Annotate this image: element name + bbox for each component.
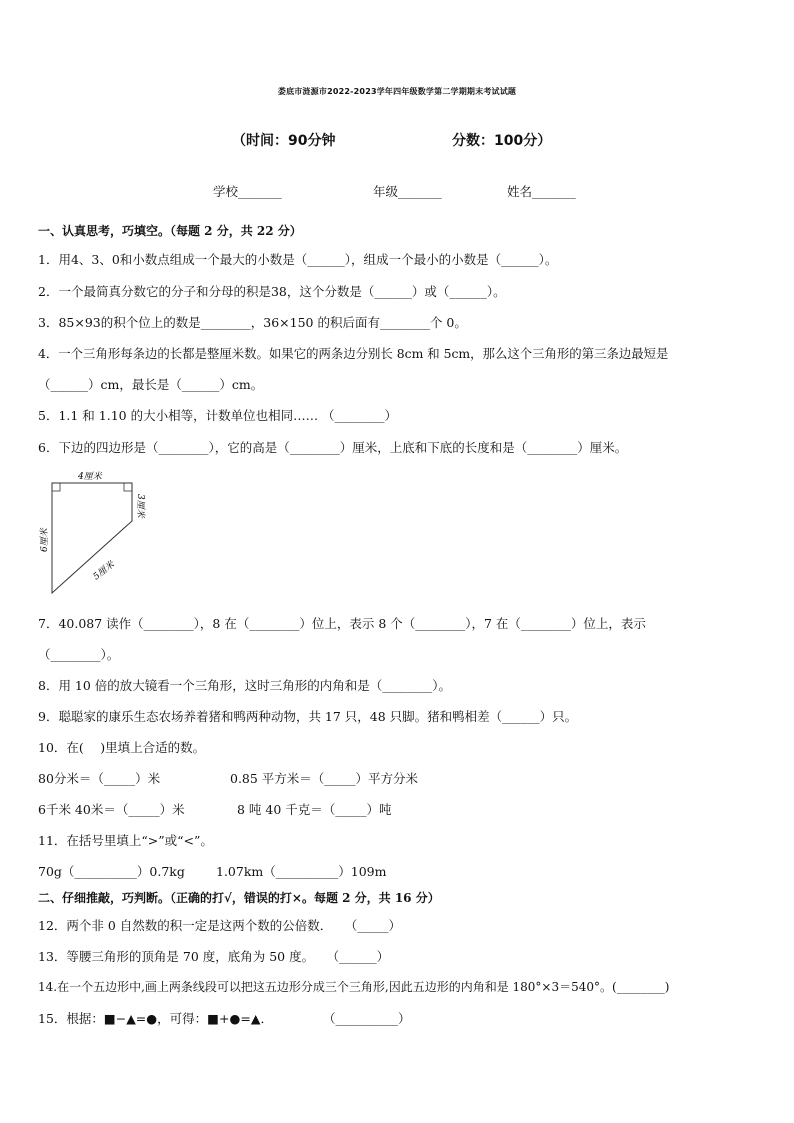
question-10: 10．在( )里填上合适的数。: [38, 740, 206, 755]
section-heading-fill: 一、认真思考，巧填空。（每题 2 分，共 22 分）: [38, 224, 302, 238]
question-10d: 8 吨 40 千克＝（_____）吨: [237, 802, 392, 817]
question-6: 6．下边的四边形是（________），它的高是（________）厘米，上底和下底的长度和是（________）厘米。: [38, 440, 628, 455]
school-field[interactable]: 学校_______: [213, 184, 282, 199]
label-left: 6厘米: [40, 528, 50, 552]
section-heading-judge: 二、仔细推敲，巧判断。（正确的打√，错误的打×。每题 2 分，共 16 分）: [38, 891, 440, 905]
question-1: 1．用4、3、0和小数点组成一个最大的小数是（______），组成一个最小的小数是（______）。: [38, 252, 558, 267]
name-field[interactable]: 姓名_______: [507, 184, 576, 199]
question-10b: 0.85 平方米＝（_____）平方分米: [230, 771, 419, 786]
question-13: 13．等腰三角形的顶角是 70 度，底角为 50 度。 （______）: [38, 949, 390, 964]
question-10c: 6千米 40米＝（_____）米: [38, 802, 185, 817]
grade-field[interactable]: 年级_______: [373, 184, 442, 199]
question-4-line1: 4．一个三角形每条边的长都是整厘米数。如果它的两条边分别长 8cm 和 5cm，那么这个三角形的第三条边最短是: [38, 346, 669, 361]
trapezoid-shape: [52, 483, 132, 593]
right-angle-mark-right: [124, 483, 132, 491]
label-slant: 5厘米: [91, 559, 117, 583]
question-9: 9．聪聪家的康乐生态农场养着猪和鸭两种动物，共 17 只，48 只脚。猪和鸭相差（______）只。: [38, 709, 578, 724]
question-3: 3．85×93的积个位上的数是________，36×150 的积后面有________个 0。: [38, 315, 467, 330]
exam-score: 分数：100分）: [452, 133, 552, 149]
question-2: 2．一个最简真分数它的分子和分母的积是38，这个分数是（______）或（______）。: [38, 284, 506, 299]
question-10a: 80分米＝（_____）米: [38, 771, 161, 786]
question-11: 11．在括号里填上“>”或“<”。: [38, 833, 213, 848]
question-7-line2: （________）。: [38, 647, 120, 662]
question-15: 15．根据：■−▲=●，可得：■+●=▲． （__________）: [38, 1011, 411, 1026]
question-11b: 1.07km（__________）109m: [216, 864, 387, 879]
question-14: 14.在一个五边形中,画上两条线段可以把这五边形分成三个三角形,因此五边形的内角和是 180°×3＝540°。(________): [38, 980, 670, 994]
question-8: 8．用 10 倍的放大镜看一个三角形，这时三角形的内角和是（________）。: [38, 678, 452, 693]
question-5: 5．1.1 和 1.10 的大小相等，计数单位也相同…… （________）: [38, 408, 398, 423]
exam-time: （时间：90分钟: [232, 133, 336, 149]
page-title: 娄底市涟源市2022-2023学年四年级数学第二学期期末考试试题: [277, 87, 517, 96]
question-4-line2: （______）cm，最长是（______）cm。: [38, 377, 264, 392]
question-11a: 70g（__________）0.7kg: [38, 864, 185, 879]
label-right: 3厘米: [135, 494, 145, 518]
question-7-line1: 7．40.087 读作（________），8 在（________）位上，表示 8 个（________），7 在（________）位上，表示: [38, 616, 646, 631]
question-12: 12．两个非 0 自然数的积一定是这两个数的公倍数． （_____）: [38, 918, 402, 933]
trapezoid-figure: [30, 466, 170, 601]
label-top: 4厘米: [78, 472, 102, 482]
right-angle-mark-left: [52, 483, 60, 491]
